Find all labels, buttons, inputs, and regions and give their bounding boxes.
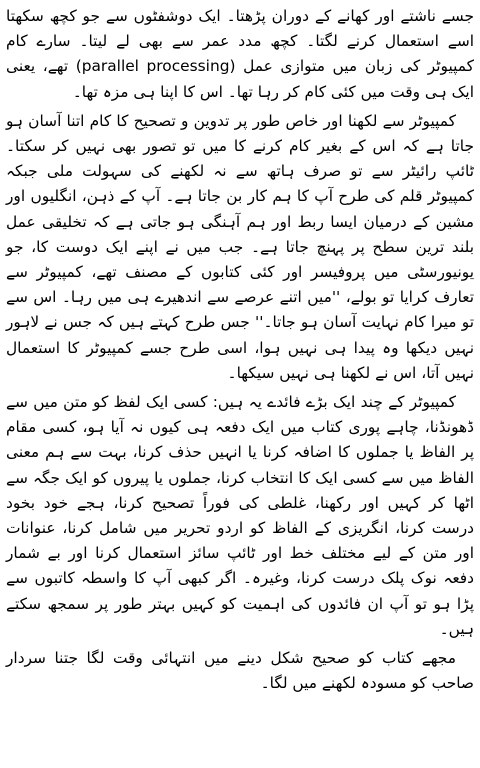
paragraph-computer-benefits: کمپیوٹر کے چند ایک بڑے فائدے یہ ہیں: کسی ایک لفظ کو متن میں سے ڈھونڈنا، چاہے پوری کتاب میں ایک دفعہ ہی کیوں نہ آیا ہو، کسی مقام پر الفاظ یا جملوں کا اضافہ کرنا یا انہیں حذف کرنا، بہت سے ہم معنی الفاظ میں سے کسی ایک کا انتخاب کرنا، جملوں یا پیروں کو ایک جگہ سے اٹھا کر کہیں اور رکھنا، غلطی کی فوراً تصحیح کرنا، ہجے خود بخود درست کرنا، انگریزی کے الفاظ کو اردو تحریر میں شامل کرنا، عنوانات اور متن کے لیے مختلف خط اور ٹائپ سائز استعمال کرنا اور بے شمار دفعہ نوک پلک درست کرنا، وغیرہ۔ اگر کبھی آپ کا واسطہ کاتبوں سے پڑا ہو تو آپ ان فائدوں کی اہمیت کو کہیں بہتر طور پر سمجھ سکتے ہیں۔	[6, 393, 474, 638]
paragraph-computer-writing: کمپیوٹر سے لکھنا اور خاص طور پر تدوین و تصحیح کا کام اتنا آسان ہو جاتا ہے کہ اس کے بغیر کام کرنے کا میں تو تصور بھی نہیں کر سکتا۔ ٹائپ رائیٹر سے تو صرف ہاتھ سے نہ لکھنے کی سہولت ملی جبکہ کمپیوٹر قلم کی طرح آپ کا ہم کار بن جاتا ہے۔ آپ کے ذہن، انگلیوں اور مشین کے درمیان ایسا ربط اور ہم آہنگی ہو جاتی ہے کہ تخلیقی عمل بلند ترین سطح پر پہنچ جاتا ہے۔ جب میں نے اپنے ایک دوست کا، جو یونیورسٹی میں پروفیسر اور کئی کتابوں کے مصنف تھے، کمپیوٹر سے تعارف کرایا تو بولے، ''میں اتنے عرصے سے اندھیرے ہی میں رہا۔ اس سے تو میرا کام نہایت آسان ہو جاتا۔'' جس طرح کہتے ہیں کہ جس نے لاہور نہیں دیکھا وہ پیدا ہی نہیں ہوا، اسی طرح جسے کمپیوٹر کا استعمال نہیں آتا، اس نے لکھنا ہی نہیں سیکھا۔	[6, 111, 474, 382]
paragraph-reading-routine: جسے ناشتے اور کھانے کے دوران پڑھتا۔ ایک دوشفٹوں سے جو کچھ سکھتا اسے استعمال کرنے لگتا۔ کچھ مدد عمر سے بھی لے لیتا۔ سارے کام کمپیوٹر کی زبان میں متوازی عمل (parallel processing) تھے، یعنی ایک ہی وقت میں کئی کام کر رہا تھا۔ اس کا اپنا ہی مزہ تھا۔	[6, 7, 474, 101]
paragraph-book-editing-time: مجھے کتاب کو صحیح شکل دینے میں انتہائی وقت لگا جتنا سردار صاحب کو مسودہ لکھنے میں لگا۔	[6, 649, 474, 693]
